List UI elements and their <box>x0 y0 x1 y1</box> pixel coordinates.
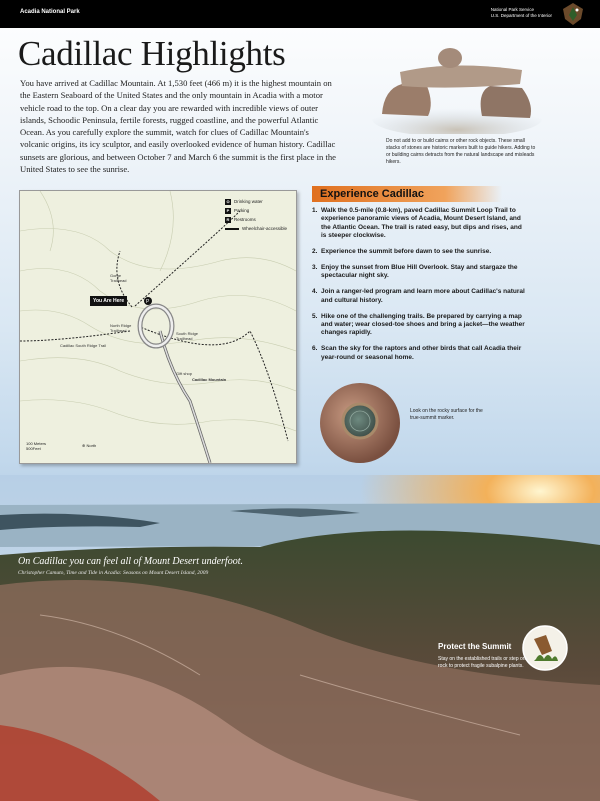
map-label-gift-shop: Gift shop <box>176 371 193 376</box>
map-label-south-ridge: South Ridge Trailhead <box>176 331 199 341</box>
north-arrow-icon: ⊕ North <box>82 443 97 448</box>
agency-line-1: National Park Service <box>490 7 534 12</box>
restrooms-icon: R <box>226 216 230 222</box>
protect-heading: Protect the Summit <box>438 642 512 651</box>
marker-caption: Look on the rocky surface for the true-summit marker. <box>410 408 483 421</box>
svg-text:P: P <box>146 299 150 305</box>
legend-item-restrooms: R Restrooms <box>226 216 256 222</box>
summit-marker-photo <box>319 382 401 464</box>
you-are-here-label: You Are Here <box>90 296 127 306</box>
intro-text: You have arrived at Cadillac Mountain. At 1,530 feet (466 m) it is the highest mountain on the Eastern Seaboard of the United States and the only mountain in Acadia with a motor vehicle road to the top. On a clear day you are rewarded with incredible views of outer islands, Schoodic Peninsula, fertile forests, rugged coastline, and the powerful Atlantic Ocean. As you carefully explore the summit, watch for clues of Cadillac Mountain's volcanic origins, its icy sculptor, and easily overlooked evidence of human history. Cadillac sunsets are glorious, and between October 7 and March 6 the summit is the first place in the United States to see the sunrise. <box>20 78 336 175</box>
protect-text: Stay on the established trails or step on rock to protect fragile subalpine plants. <box>438 656 526 669</box>
summit-view-photo <box>0 475 600 801</box>
map-label-north-ridge: North Ridge Trailhead <box>110 323 132 333</box>
list-item: 3. Enjoy the sunset from Blue Hill Overlook. Stay and stargaze the spectacular night sky. <box>312 264 518 280</box>
page-title: Cadillac Highlights <box>18 34 286 73</box>
list-item: 4. Join a ranger-led program and learn more about Cadillac's natural and cultural history. <box>312 288 525 304</box>
summit-map <box>19 190 297 464</box>
nps-arrowhead-icon <box>563 3 583 25</box>
agency-line-2: U.S. Department of the Interior <box>490 13 552 18</box>
map-label-gorge: Gorge Trailhead <box>110 273 127 283</box>
experience-list <box>312 207 527 370</box>
header-bar <box>0 0 600 28</box>
legend-item-water: ⊙ Drinking water <box>226 198 263 204</box>
wheelchair-line-icon <box>225 228 239 230</box>
park-name: Acadia National Park <box>20 9 80 15</box>
map-label-cadillac-mountain: Cadillac Mountain <box>192 377 227 382</box>
list-item: 6. Scan the sky for the raptors and other birds that call Acadia their year-round or seasonal home. <box>312 345 522 361</box>
cairn-photo <box>372 44 542 134</box>
quote-source: Christopher Camuto, Time and Tide in Acadia: Seasons on Mount Desert Island, 2009 <box>18 570 209 576</box>
legend-item-parking: P Parking <box>226 207 250 213</box>
agency-name <box>491 7 552 19</box>
boot-plant-icon <box>522 625 568 671</box>
drinking-water-icon: ⊙ <box>226 198 230 204</box>
list-item: 2. Experience the summit before dawn to see the sunrise. <box>312 248 492 256</box>
map-legend <box>225 197 287 233</box>
experience-heading: Experience Cadillac <box>320 188 424 200</box>
list-item: 1. Walk the 0.5-mile (0.8-km), paved Cadillac Summit Loop Trail to experience panoramic views of Acadia, Mount Desert Island, and the Atlantic Ocean. The trail is rated easy, but dips and rises, and is steeper clockwise. <box>312 207 522 240</box>
list-item: 5. Hike one of the challenging trails. Be prepared by carrying a map and water; wear closed-toe shoes and bring a jacket—the weather changes rapidly. <box>312 312 525 337</box>
cairn-caption: Do not add to or build cairns or other rock objects. These small stacks of stones are historic markers built to guide hikers. Adding to or building cairns detracts from the natural landscape and misleads hikers. <box>386 138 536 165</box>
experience-heading-bar <box>312 186 502 202</box>
map-scale: 100 Meters 500Feet <box>26 441 47 451</box>
parking-icon: P <box>226 207 230 213</box>
map-label-south-ridge-trail: Cadillac South Ridge Trail <box>60 343 107 348</box>
quote-text: On Cadillac you can feel all of Mount Desert underfoot. <box>18 556 243 567</box>
legend-item-wheelchair: Wheelchair-accessible <box>225 224 287 233</box>
